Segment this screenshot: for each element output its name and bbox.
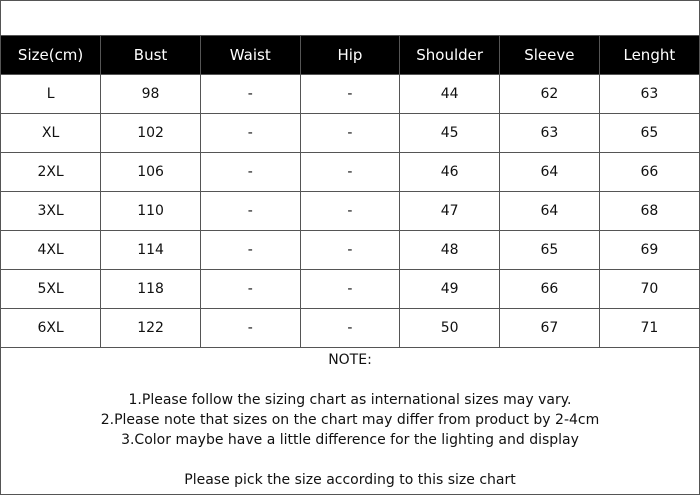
table-row bbox=[1, 192, 699, 231]
note-lines bbox=[1, 390, 699, 450]
table-row bbox=[1, 231, 699, 270]
cell-shoulder: 48 bbox=[400, 231, 500, 270]
cell-waist: - bbox=[200, 153, 300, 192]
cell-waist: - bbox=[200, 192, 300, 231]
cell-length: 68 bbox=[599, 192, 699, 231]
table-row bbox=[1, 309, 699, 348]
cell-sleeve: 65 bbox=[500, 231, 600, 270]
cell-hip: - bbox=[300, 270, 400, 309]
cell-size: 4XL bbox=[1, 231, 101, 270]
cell-size: 5XL bbox=[1, 270, 101, 309]
cell-waist: - bbox=[200, 75, 300, 114]
cell-length: 69 bbox=[599, 231, 699, 270]
cell-size: XL bbox=[1, 114, 101, 153]
table-row bbox=[1, 153, 699, 192]
note-line: 3.Color maybe have a little difference for the lighting and display bbox=[121, 432, 579, 448]
header-sleeve: Sleeve bbox=[500, 36, 600, 75]
cell-bust: 118 bbox=[101, 270, 201, 309]
cell-hip: - bbox=[300, 153, 400, 192]
cell-waist: - bbox=[200, 309, 300, 348]
cell-bust: 114 bbox=[101, 231, 201, 270]
cell-sleeve: 62 bbox=[500, 75, 600, 114]
cell-shoulder: 46 bbox=[400, 153, 500, 192]
cell-shoulder: 45 bbox=[400, 114, 500, 153]
header-length: Lenght bbox=[599, 36, 699, 75]
cell-hip: - bbox=[300, 309, 400, 348]
cell-length: 66 bbox=[599, 153, 699, 192]
header-bust: Bust bbox=[101, 36, 201, 75]
note-line: 1.Please follow the sizing chart as international sizes may vary. bbox=[128, 392, 572, 408]
notes-section bbox=[1, 347, 699, 490]
cell-length: 63 bbox=[599, 75, 699, 114]
table-row bbox=[1, 270, 699, 309]
cell-waist: - bbox=[200, 270, 300, 309]
header-hip: Hip bbox=[300, 36, 400, 75]
cell-hip: - bbox=[300, 231, 400, 270]
header-waist: Waist bbox=[200, 36, 300, 75]
table-row bbox=[1, 75, 699, 114]
cell-shoulder: 50 bbox=[400, 309, 500, 348]
cell-sleeve: 64 bbox=[500, 192, 600, 231]
note-line: 2.Please note that sizes on the chart may differ from product by 2-4cm bbox=[100, 412, 600, 428]
cell-bust: 106 bbox=[101, 153, 201, 192]
cell-bust: 102 bbox=[101, 114, 201, 153]
cell-length: 65 bbox=[599, 114, 699, 153]
cell-size: 3XL bbox=[1, 192, 101, 231]
cell-waist: - bbox=[200, 114, 300, 153]
cell-sleeve: 67 bbox=[500, 309, 600, 348]
cell-bust: 98 bbox=[101, 75, 201, 114]
note-title: NOTE: bbox=[328, 352, 372, 368]
cell-size: 6XL bbox=[1, 309, 101, 348]
cell-sleeve: 64 bbox=[500, 153, 600, 192]
cell-size: L bbox=[1, 75, 101, 114]
note-footer: Please pick the size according to this size chart bbox=[184, 472, 516, 488]
cell-hip: - bbox=[300, 75, 400, 114]
cell-length: 70 bbox=[599, 270, 699, 309]
header-size: Size(cm) bbox=[1, 36, 101, 75]
cell-shoulder: 49 bbox=[400, 270, 500, 309]
cell-length: 71 bbox=[599, 309, 699, 348]
cell-sleeve: 63 bbox=[500, 114, 600, 153]
table-row bbox=[1, 114, 699, 153]
cell-sleeve: 66 bbox=[500, 270, 600, 309]
cell-hip: - bbox=[300, 114, 400, 153]
size-table bbox=[1, 35, 699, 348]
cell-hip: - bbox=[300, 192, 400, 231]
cell-bust: 110 bbox=[101, 192, 201, 231]
cell-waist: - bbox=[200, 231, 300, 270]
cell-bust: 122 bbox=[101, 309, 201, 348]
cell-shoulder: 44 bbox=[400, 75, 500, 114]
cell-shoulder: 47 bbox=[400, 192, 500, 231]
cell-size: 2XL bbox=[1, 153, 101, 192]
table-header-row bbox=[1, 36, 699, 75]
header-shoulder: Shoulder bbox=[400, 36, 500, 75]
